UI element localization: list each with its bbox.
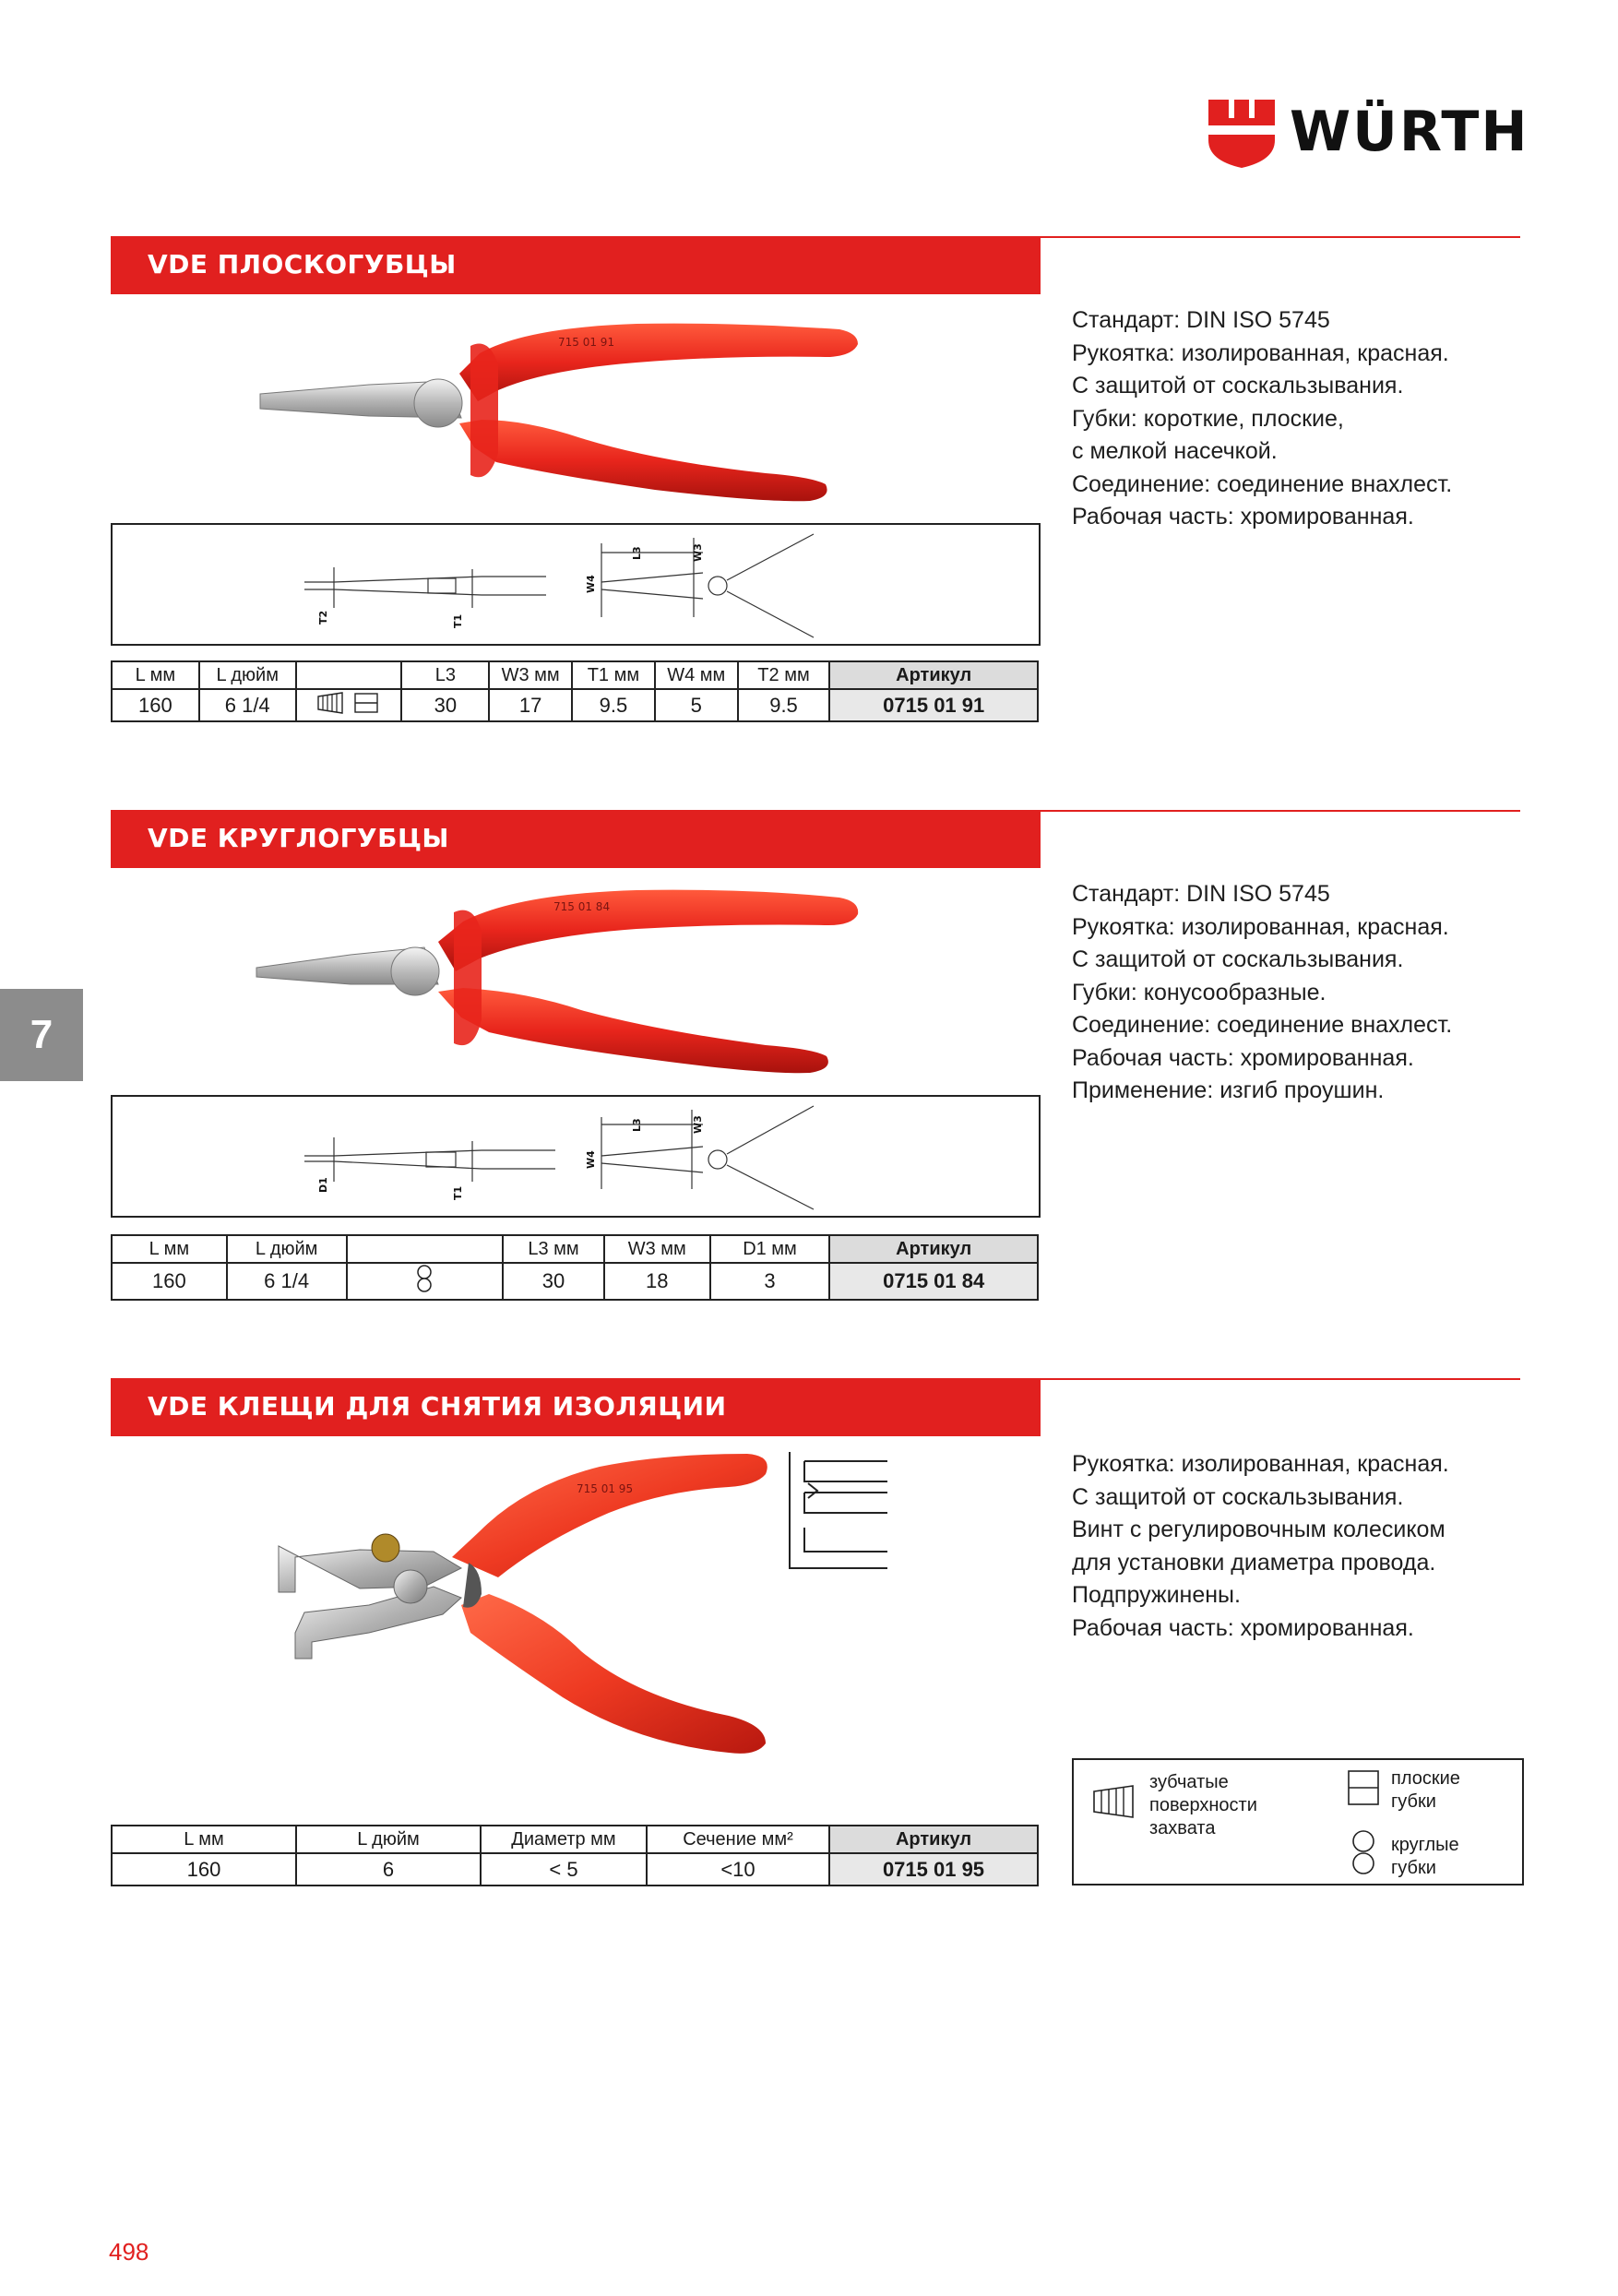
table-cell: 6 xyxy=(296,1853,481,1886)
round-pliers-image xyxy=(249,881,895,1089)
column-header: T1 мм xyxy=(572,661,655,689)
jaw-type-cell xyxy=(347,1263,504,1300)
product-description xyxy=(1072,1448,1449,1645)
description-line: Рабочая часть: хромированная. xyxy=(1072,504,1414,529)
tool-marking: 715 01 84 xyxy=(553,900,611,913)
description-line: С защитой от соскальзывания. xyxy=(1072,373,1404,399)
article-number: 0715 01 84 xyxy=(829,1263,1038,1300)
description-line: Рабочая часть: хромированная. xyxy=(1072,1614,1414,1641)
section-rule xyxy=(1041,236,1520,238)
description-line: С защитой от соскальзывания. xyxy=(1072,946,1404,972)
table-cell: 160 xyxy=(112,1853,296,1886)
table-cell: 30 xyxy=(401,689,489,721)
flat-pliers-image xyxy=(249,309,895,517)
legend-text: губки xyxy=(1391,1791,1436,1812)
tool-marking: 715 01 91 xyxy=(558,336,615,349)
diagram-label: W4 xyxy=(585,575,597,593)
legend-text: губки xyxy=(1391,1858,1436,1878)
table-cell: 3 xyxy=(710,1263,830,1300)
column-header: L дюйм xyxy=(296,1826,481,1853)
round-jaw-icon xyxy=(1350,1828,1376,1876)
table-row xyxy=(112,1853,1038,1886)
description-line: Рукоятка: изолированная, красная. xyxy=(1072,339,1449,366)
description-line: Соединение: соединение внахлест. xyxy=(1072,1012,1453,1038)
article-number: 0715 01 95 xyxy=(829,1853,1038,1886)
section-header xyxy=(111,810,1041,868)
table-row xyxy=(112,1263,1038,1300)
column-header: L мм xyxy=(112,661,199,689)
wire-stripper-image xyxy=(268,1448,821,1771)
section-rule xyxy=(1041,1378,1520,1380)
diagram-label: T1 xyxy=(452,613,464,628)
table-cell: < 5 xyxy=(481,1853,647,1886)
table-header-row xyxy=(112,1235,1038,1263)
dimension-diagram xyxy=(111,523,1041,646)
table-header-row xyxy=(112,1826,1038,1853)
column-header xyxy=(296,661,402,689)
serrated-jaw-icon xyxy=(1090,1784,1136,1819)
description-line: Подпружинены. xyxy=(1072,1582,1241,1608)
section-header xyxy=(111,1378,1041,1436)
description-line: Рабочая часть: хромированная. xyxy=(1072,1044,1414,1071)
dimension-diagram xyxy=(111,1095,1041,1218)
pliers-dimension-drawing xyxy=(113,525,1039,644)
diagram-label: L3 xyxy=(631,1118,643,1132)
section-header xyxy=(111,236,1041,294)
column-header: L дюйм xyxy=(199,661,296,689)
legend-serrated-label xyxy=(1149,1771,1257,1840)
column-header-article: Артикул xyxy=(829,661,1038,689)
column-header: Диаметр мм xyxy=(481,1826,647,1853)
spec-table xyxy=(111,1825,1039,1886)
column-header xyxy=(347,1235,504,1263)
legend-text: поверхности xyxy=(1149,1795,1257,1815)
legend-text: круглые xyxy=(1391,1835,1459,1855)
page-number: 498 xyxy=(109,2238,149,2266)
diagram-label: T1 xyxy=(452,1185,464,1200)
brand-name: WÜRTH xyxy=(1290,100,1529,164)
description-line: Соединение: соединение внахлест. xyxy=(1072,470,1453,497)
spec-table xyxy=(111,1234,1039,1301)
description-line: Стандарт: DIN ISO 5745 xyxy=(1072,307,1330,333)
round-jaw-icon xyxy=(413,1264,435,1293)
column-header: L мм xyxy=(112,1235,227,1263)
table-cell: 6 1/4 xyxy=(199,689,296,721)
legend-text: зубчатые xyxy=(1149,1772,1229,1792)
article-number: 0715 01 91 xyxy=(829,689,1038,721)
table-cell: 160 xyxy=(112,1263,227,1300)
product-description xyxy=(1072,304,1452,534)
column-header: L дюйм xyxy=(227,1235,347,1263)
stripper-jaw-detail-drawing xyxy=(786,1448,887,1573)
column-header-article: Артикул xyxy=(829,1826,1038,1853)
table-cell: 9.5 xyxy=(738,689,830,721)
section-rule xyxy=(1041,810,1520,812)
legend-text: плоские xyxy=(1391,1768,1460,1789)
table-row xyxy=(112,689,1038,721)
diagram-label: T2 xyxy=(317,610,329,625)
pliers-dimension-drawing xyxy=(113,1097,1039,1216)
description-line: С защитой от соскальзывания. xyxy=(1072,1483,1404,1510)
table-header-row xyxy=(112,661,1038,689)
description-line: Применение: изгиб проушин. xyxy=(1072,1077,1385,1103)
column-header: L3 xyxy=(401,661,489,689)
column-header: T2 мм xyxy=(738,661,830,689)
spec-table xyxy=(111,660,1039,722)
column-header: Сечение мм² xyxy=(647,1826,829,1853)
serrated-flat-jaw-icon xyxy=(315,691,383,715)
legend-round-label xyxy=(1391,1834,1459,1880)
column-header: W3 мм xyxy=(489,661,572,689)
table-cell: 17 xyxy=(489,689,572,721)
description-line: с мелкой насечкой. xyxy=(1072,438,1278,464)
diagram-label: D1 xyxy=(317,1177,329,1193)
description-line: Губки: короткие, плоские, xyxy=(1072,405,1344,432)
table-cell: 30 xyxy=(503,1263,604,1300)
section-title: VDE КРУГЛОГУБЦЫ xyxy=(148,823,449,853)
diagram-label: W4 xyxy=(585,1150,597,1169)
diagram-label: L3 xyxy=(631,546,643,560)
table-cell: 5 xyxy=(655,689,738,721)
diagram-label: W3 xyxy=(692,543,704,562)
legend-text: захвата xyxy=(1149,1818,1216,1838)
column-header: W4 мм xyxy=(655,661,738,689)
product-description xyxy=(1072,878,1452,1108)
table-cell: <10 xyxy=(647,1853,829,1886)
column-header: L мм xyxy=(112,1826,296,1853)
table-cell: 18 xyxy=(604,1263,710,1300)
section-title: VDE ПЛОСКОГУБЦЫ xyxy=(148,249,457,280)
diagram-label: W3 xyxy=(692,1115,704,1134)
tool-marking: 715 01 95 xyxy=(577,1482,634,1495)
column-header: W3 мм xyxy=(604,1235,710,1263)
wurth-logo xyxy=(1208,96,1529,170)
section-title: VDE КЛЕЩИ ДЛЯ СНЯТИЯ ИЗОЛЯЦИИ xyxy=(148,1391,727,1422)
column-header: D1 мм xyxy=(710,1235,830,1263)
description-line: для установки диаметра провода. xyxy=(1072,1549,1436,1576)
description-line: Рукоятка: изолированная, красная. xyxy=(1072,913,1449,940)
jaw-type-legend xyxy=(1072,1758,1524,1886)
flat-jaw-icon xyxy=(1347,1769,1380,1806)
table-cell: 9.5 xyxy=(572,689,655,721)
table-cell: 6 1/4 xyxy=(227,1263,347,1300)
legend-flat-label xyxy=(1391,1767,1460,1814)
table-cell: 160 xyxy=(112,689,199,721)
column-header: L3 мм xyxy=(503,1235,604,1263)
jaw-type-cell xyxy=(296,689,402,721)
description-line: Рукоятка: изолированная, красная. xyxy=(1072,1451,1449,1477)
description-line: Винт с регулировочным колесиком xyxy=(1072,1517,1445,1542)
description-line: Стандарт: DIN ISO 5745 xyxy=(1072,881,1330,907)
wurth-emblem-icon xyxy=(1208,100,1275,168)
chapter-tab: 7 xyxy=(0,989,83,1081)
column-header-article: Артикул xyxy=(829,1235,1038,1263)
description-line: Губки: конусообразные. xyxy=(1072,979,1327,1005)
